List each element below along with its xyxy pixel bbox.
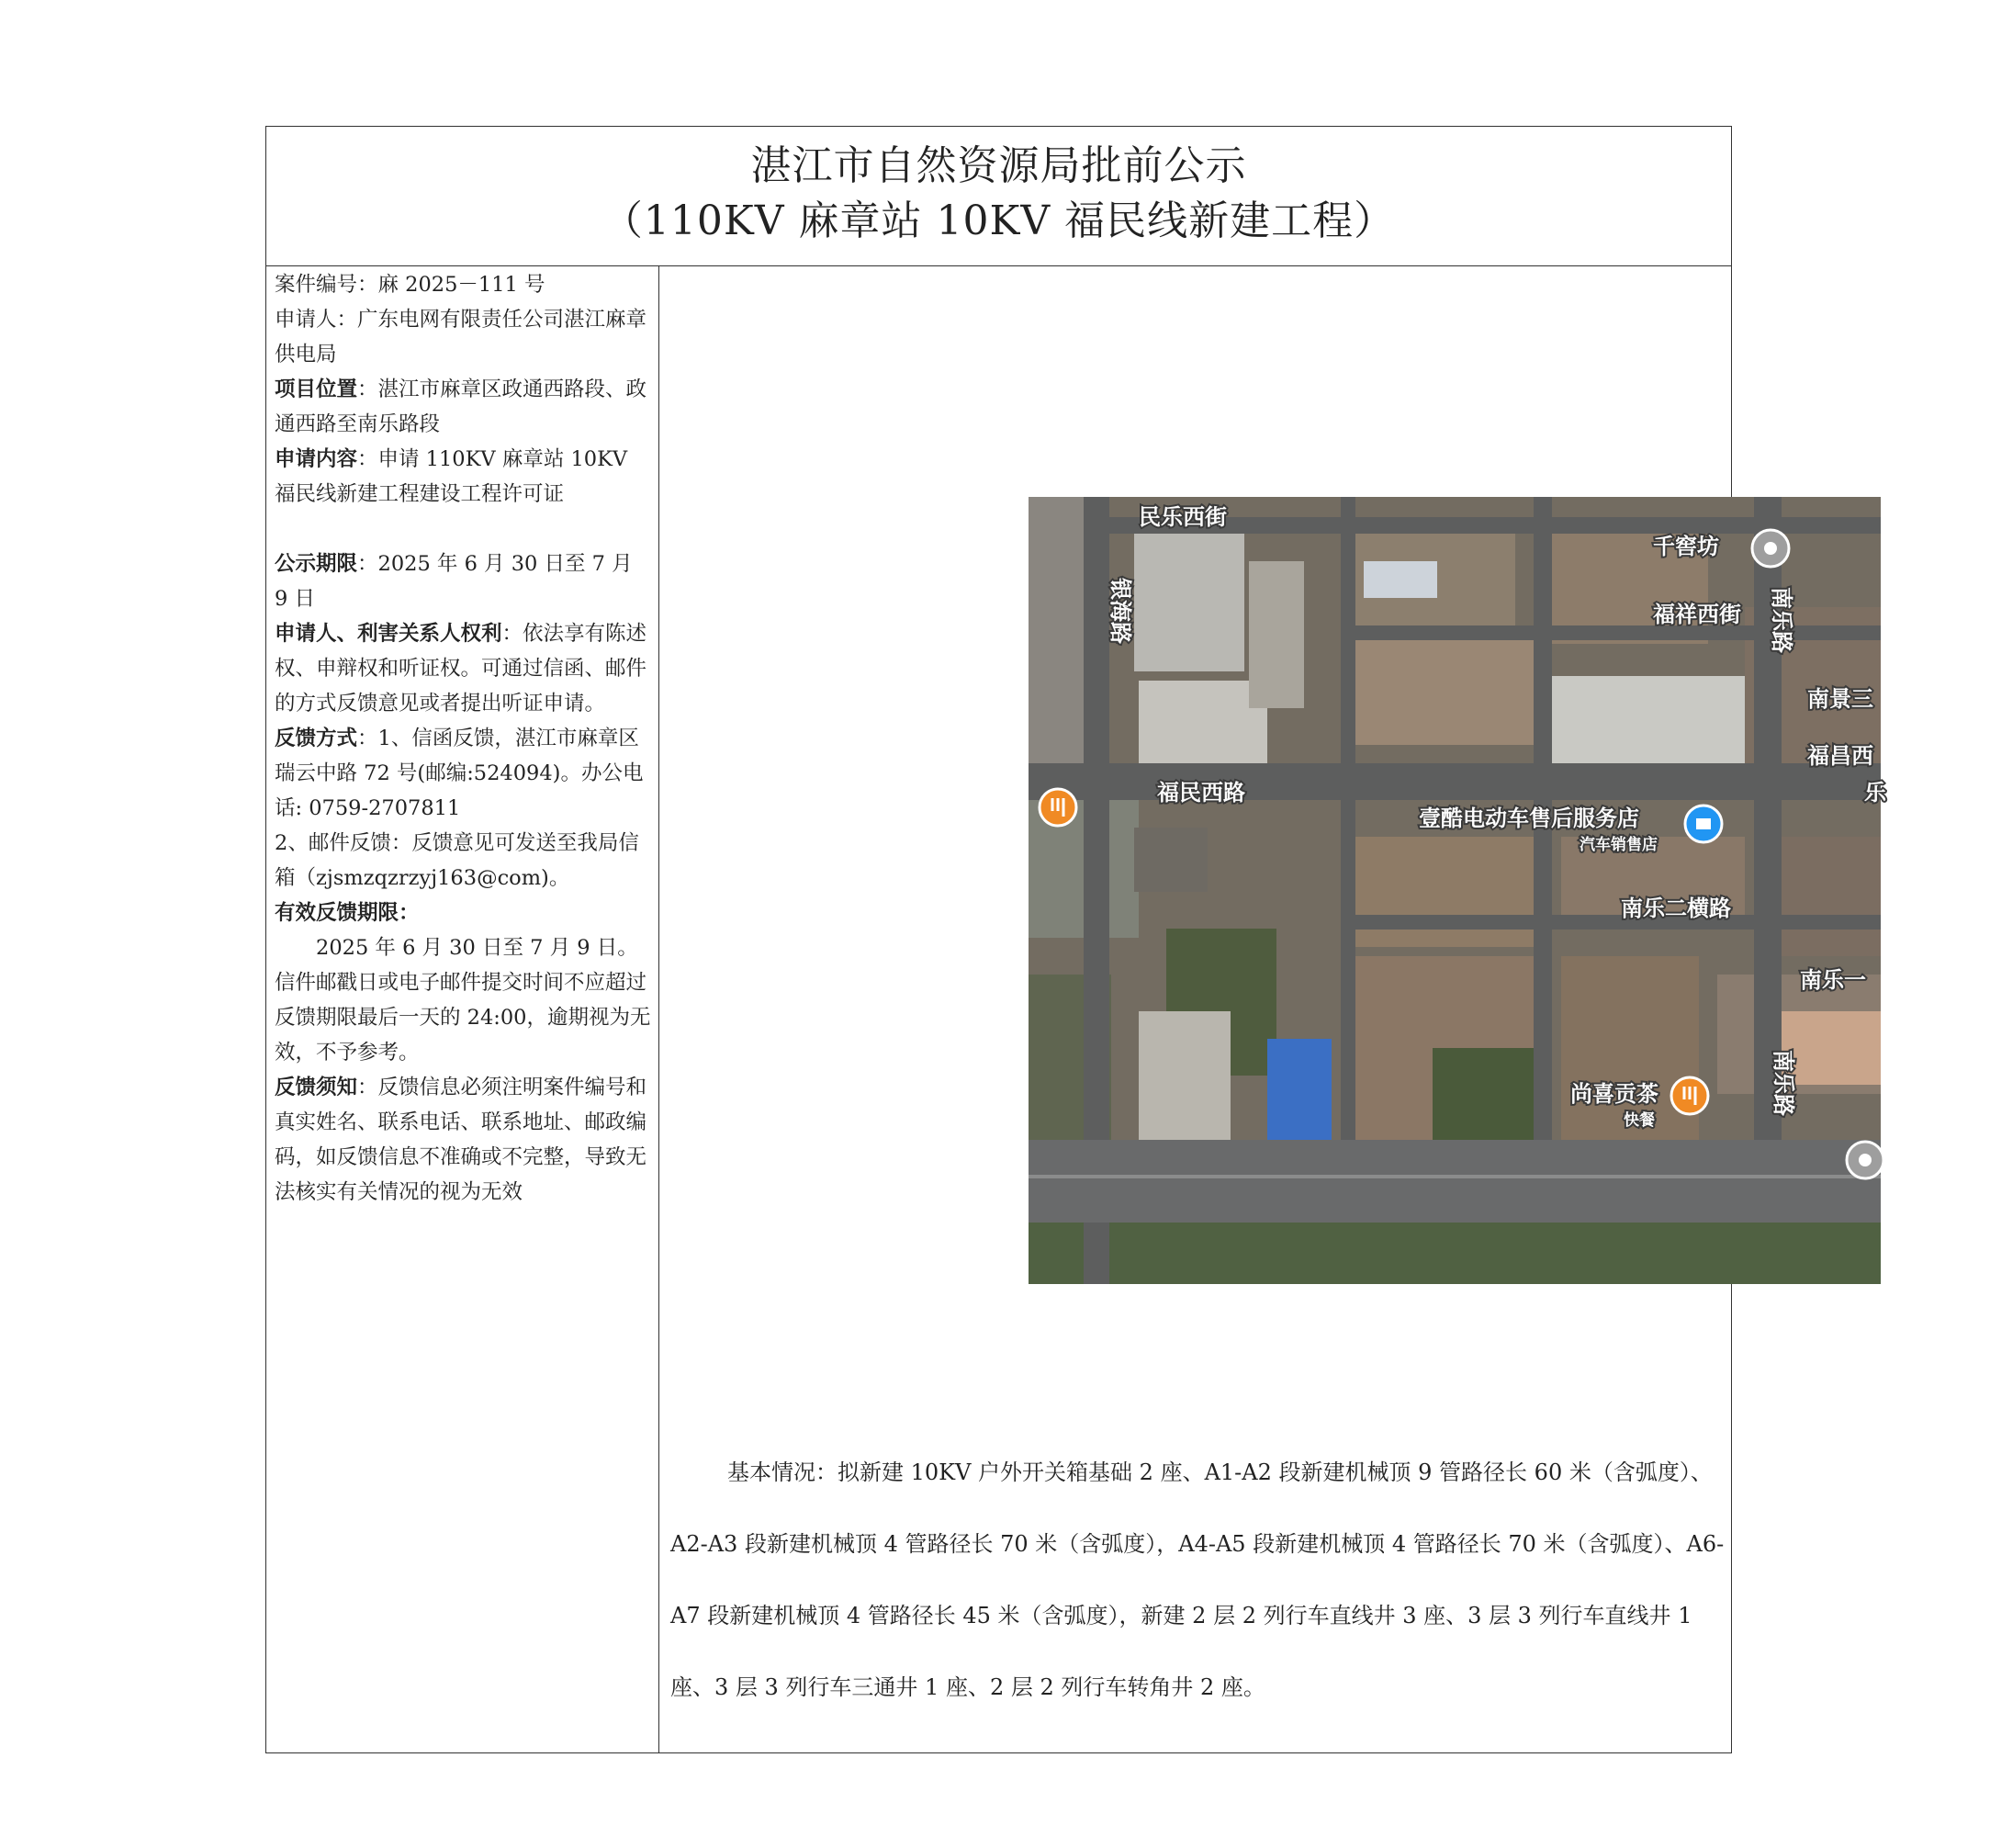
notes-label: 反馈须知: [275, 1076, 358, 1099]
rights: [275, 616, 651, 721]
label-fumin-west-road: 福民西路: [1157, 780, 1245, 806]
content-label: 申请内容: [275, 447, 358, 471]
pin-qianjiaofang-icon: [1752, 530, 1789, 567]
pin-southeast-icon: [1847, 1142, 1883, 1178]
label-tea-shop: 尚喜贡茶: [1570, 1081, 1658, 1107]
location-text: ：湛江市麻章区政通西路段、政通西路至南乐路段: [275, 377, 647, 436]
label-fuxiang-west-street: 福祥西街: [1653, 602, 1741, 627]
label-qianjiaofang: 千窖坊: [1653, 534, 1719, 559]
project-title: （110KV 麻章站 10KV 福民线新建工程）: [601, 197, 1396, 244]
notes-text: ：反馈信息必须注明案件编号和真实姓名、联系电话、联系地址、邮政编码，如反馈信息不准确或不完整，导致无法核实有关情况的视为无效: [275, 1076, 647, 1204]
publicity-period: [275, 547, 651, 616]
application-content: [275, 442, 651, 512]
valid-period-heading: [275, 896, 651, 930]
feedback-label: 反馈方式: [275, 727, 358, 750]
period-label: 公示期限: [275, 552, 358, 576]
label-minle-west-street: 民乐西街: [1139, 504, 1227, 530]
basic-info: [670, 1437, 1726, 1723]
feedback-notes: [275, 1070, 651, 1210]
pin-tea-shop-icon: [1671, 1077, 1708, 1114]
project-location: [275, 372, 651, 442]
rights-text: ：依法享有陈述权、申辩权和听证权。可通过信函、邮件的方式反馈意见或者提出听证申请。: [275, 622, 647, 716]
rights-label: 申请人、利害关系人权利: [275, 622, 502, 646]
location-label: 项目位置: [275, 377, 358, 401]
label-nanle-1st: 南乐一: [1800, 967, 1866, 993]
label-nanle-road-south: 南乐路: [1771, 1050, 1796, 1116]
applicant: 申请人：广东电网有限责任公司湛江麻章供电局: [275, 308, 647, 366]
feedback-text: ：1、信函反馈，湛江市麻章区瑞云中路 72 号(邮编:524094)。办公电话: 0759-2707811: [275, 727, 644, 820]
label-shop-name: 壹酷电动车售后服务店: [1419, 806, 1639, 831]
period-text: ：2025 年 6 月 30 日至 7 月 9 日: [275, 552, 633, 611]
label-nanle-2nd-road: 南乐二横路: [1621, 896, 1731, 921]
feedback-email: 2、邮件反馈：反馈意见可发送至我局信箱（zjsmzqzrzyj163@com)。: [275, 831, 639, 890]
label-nanle-road: 南乐路: [1769, 587, 1794, 653]
label-le: 乐: [1864, 780, 1886, 806]
map-image: [1029, 497, 1886, 1284]
label-fuchang-west: 福昌西: [1807, 743, 1873, 769]
notice-table: [265, 126, 1886, 1753]
title-row: [266, 127, 1731, 266]
label-yinhai-road: 银海路: [1107, 578, 1133, 644]
label-nanjing: 南景三: [1807, 686, 1873, 712]
info-column: [266, 265, 659, 1752]
case-number: 案件编号：麻 2025－111 号: [275, 273, 545, 297]
valid-label: 有效反馈期限：: [275, 901, 420, 925]
label-shop-subtitle: 汽车销售店: [1580, 836, 1658, 854]
content-text: ：申请 110KV 麻章站 10KV 福民线新建工程建设工程许可证: [275, 447, 628, 506]
notice-title: 湛江市自然资源局批前公示: [750, 142, 1247, 189]
basic-info-text: 基本情况：拟新建 10KV 户外开关箱基础 2 座、A1-A2 段新建机械顶 9 管路径长 60 米（含弧度）、A2-A3 段新建机械顶 4 管路径长 70 米（含弧度），A4-A5 段新建机械顶 4 管路径长 70 米（含弧度）、A6-A7 段新建机械顶 4 管路径长 45 米（含弧度），新建 2 层 2 列行车直线井 3 座、3 层 3 列行车直线井 1 座、3 层 3 列行车三通井 1 座、2 层 2 列行车转角井 2 座。: [670, 1459, 1725, 1700]
map-column: [659, 265, 1886, 1752]
feedback-method: [275, 721, 651, 826]
satellite-map: [1029, 497, 1886, 1284]
valid-period-text: 2025 年 6 月 30 日至 7 月 9 日。信件邮戳日或电子邮件提交时间不应超过反馈期限最后一天的 24:00，逾期视为无效，不予参考。: [275, 936, 651, 1065]
label-tea-subtitle: 快餐: [1624, 1111, 1655, 1130]
pin-shop-icon: [1685, 806, 1722, 842]
pin-restaurant-west-icon: [1040, 789, 1076, 826]
